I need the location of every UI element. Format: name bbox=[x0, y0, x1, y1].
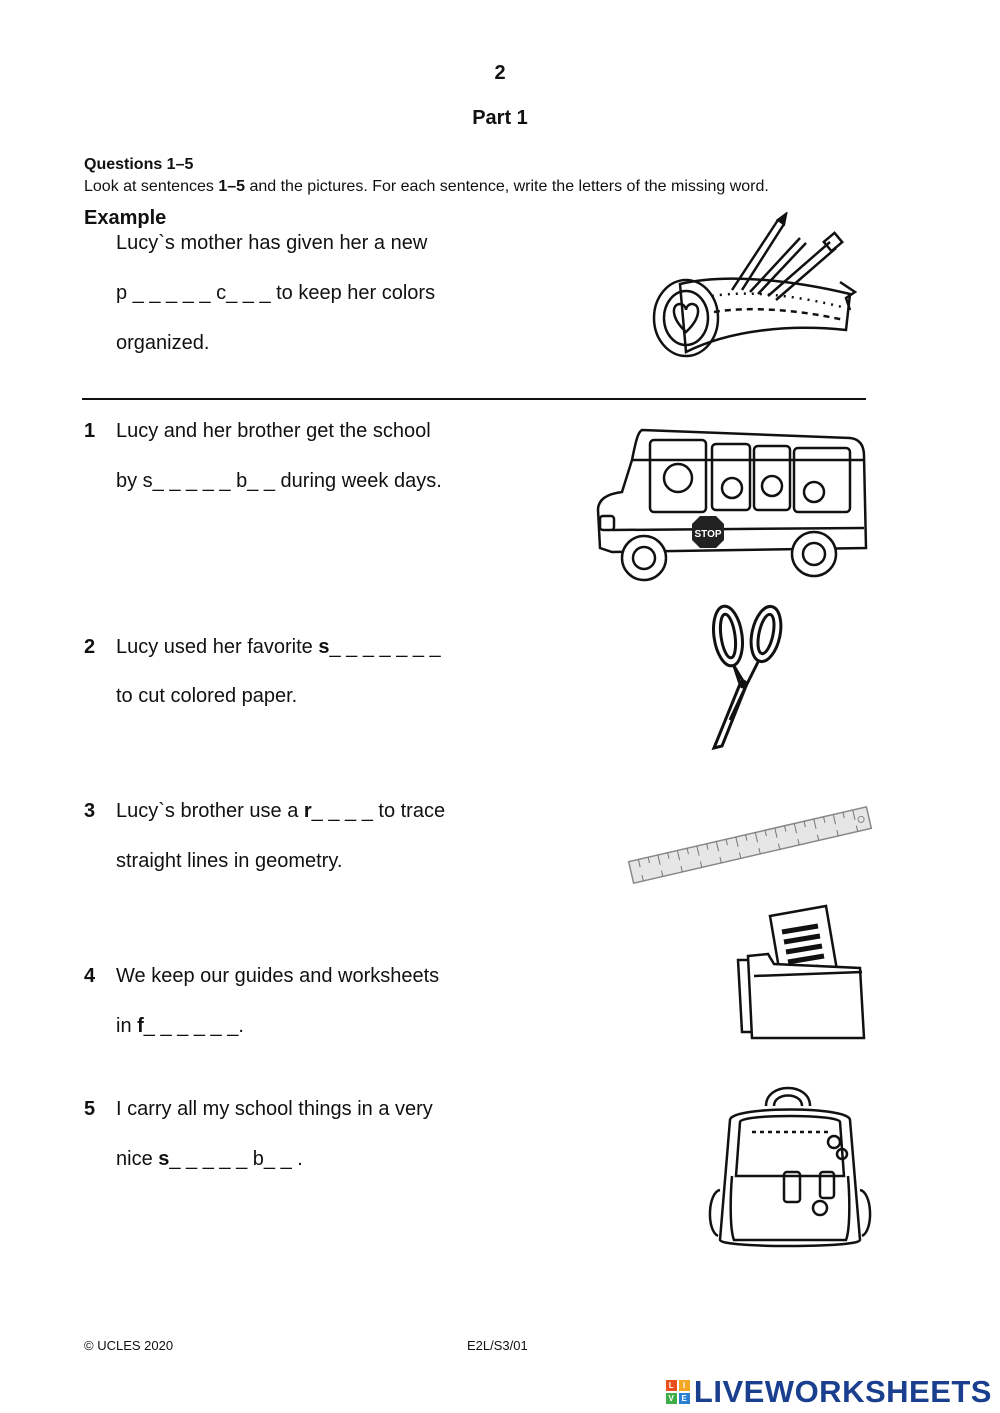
liveworksheets-logo-icon bbox=[666, 1380, 690, 1404]
backpack-image bbox=[700, 1080, 880, 1255]
question-3-text-pre: Lucy`s brother use a bbox=[116, 800, 304, 822]
instructions-text-post: and the pictures. For each sentence, write the letters of the missing word. bbox=[245, 178, 769, 195]
example-line-2: p _ _ _ _ _ c_ _ _ to keep her colors bbox=[116, 282, 436, 304]
scissors-image bbox=[700, 600, 790, 755]
questions-heading: Questions 1–5 bbox=[84, 156, 194, 173]
school-bus-image bbox=[592, 420, 872, 585]
question-4-line-2 bbox=[116, 1015, 244, 1038]
instructions bbox=[84, 178, 769, 196]
question-2-text-bold: s bbox=[318, 636, 330, 658]
question-4-text-post: _ _ _ _ _ _. bbox=[143, 1015, 244, 1037]
question-5-number: 5 bbox=[84, 1098, 96, 1120]
question-3-number: 3 bbox=[84, 800, 96, 822]
logo-letter-v: V bbox=[666, 1393, 677, 1404]
question-2-number: 2 bbox=[84, 636, 96, 658]
stop-sign-text: STOP bbox=[694, 529, 722, 540]
example-line-3: organized. bbox=[116, 332, 210, 354]
folder-image bbox=[730, 904, 870, 1044]
question-5-text-pre: nice bbox=[116, 1148, 159, 1170]
question-1-line-1: Lucy and her brother get the school bbox=[116, 420, 431, 442]
question-4-text-bold: f bbox=[137, 1015, 144, 1037]
question-2-line-1 bbox=[116, 636, 441, 659]
question-2-text-post: _ _ _ _ _ _ _ bbox=[329, 636, 441, 658]
question-2-line-2: to cut colored paper. bbox=[116, 685, 298, 707]
question-5-text-post: _ _ _ _ _ b_ _ . bbox=[169, 1148, 303, 1170]
logo-letter-e: E bbox=[679, 1393, 690, 1404]
page-number: 2 bbox=[494, 62, 506, 84]
question-1-number: 1 bbox=[84, 420, 96, 442]
question-3-text-bold: r bbox=[303, 800, 312, 822]
ruler-image bbox=[624, 800, 876, 890]
question-1-line-2: by s_ _ _ _ _ b_ _ during week days. bbox=[116, 470, 442, 492]
example-line-1: Lucy`s mother has given her a new bbox=[116, 232, 428, 254]
question-3-line-1 bbox=[116, 800, 445, 823]
footer-copyright: © UCLES 2020 bbox=[84, 1338, 174, 1353]
example-label: Example bbox=[84, 207, 167, 229]
question-5-line-1: I carry all my school things in a very bbox=[116, 1098, 433, 1120]
logo-letter-l: L bbox=[666, 1380, 677, 1391]
pencil-case-image bbox=[650, 212, 860, 362]
question-2-text-pre: Lucy used her favorite bbox=[116, 636, 319, 658]
question-5-line-2 bbox=[116, 1148, 303, 1171]
question-3-text-post: _ _ _ _ to trace bbox=[311, 800, 446, 822]
liveworksheets-brand-text: LIVEWORKSHEETS bbox=[693, 1374, 992, 1409]
question-4-number: 4 bbox=[84, 965, 96, 987]
example-divider bbox=[82, 398, 866, 400]
logo-letter-i: I bbox=[679, 1380, 690, 1391]
instructions-text-pre: Look at sentences bbox=[84, 178, 219, 195]
footer-code: E2L/S3/01 bbox=[467, 1338, 528, 1353]
question-4-text-pre: in bbox=[116, 1015, 138, 1037]
question-3-line-2: straight lines in geometry. bbox=[116, 850, 343, 872]
question-4-line-1: We keep our guides and worksheets bbox=[116, 965, 440, 987]
liveworksheets-logo[interactable] bbox=[666, 1374, 992, 1410]
question-5-text-bold: s bbox=[158, 1148, 170, 1170]
instructions-text-bold: 1–5 bbox=[218, 178, 246, 195]
part-title: Part 1 bbox=[472, 107, 528, 129]
